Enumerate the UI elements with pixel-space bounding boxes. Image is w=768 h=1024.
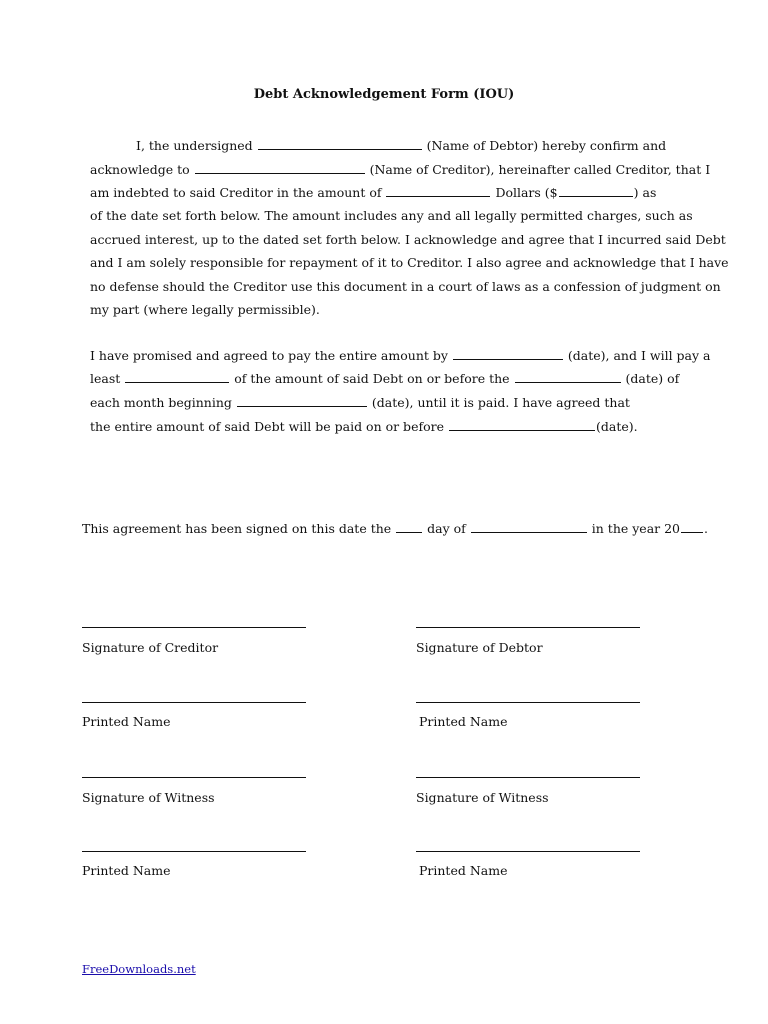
p2-text: (date), and I will pay a <box>567 348 711 363</box>
p1-text: Dollars ($ <box>495 185 558 200</box>
p1-line-1 <box>136 137 666 155</box>
p2-text: (date). <box>595 419 638 434</box>
p1-text: am indebted to said Creditor in the amount of <box>90 185 382 200</box>
monthly-date-blank[interactable] <box>515 370 621 383</box>
agreement-text: in the year 20 <box>591 521 681 536</box>
creditor-name-blank[interactable] <box>195 161 365 174</box>
p2-text: least <box>90 371 121 386</box>
witness2-printed-name-line[interactable] <box>416 851 640 852</box>
debtor-printed-name-label: Printed Name <box>419 714 508 729</box>
beginning-date-blank[interactable] <box>237 394 367 407</box>
p2-text: of the amount of said Debt on or before the <box>234 371 510 386</box>
p1-text: ) as <box>633 185 657 200</box>
agreement-text: This agreement has been signed on this date the <box>82 521 392 536</box>
p2-line-2 <box>90 370 679 388</box>
debtor-signature-label: Signature of Debtor <box>416 640 543 655</box>
p2-text: the entire amount of said Debt will be paid on or before <box>90 419 444 434</box>
witness2-printed-name-label: Printed Name <box>419 863 508 878</box>
p1-line-4: of the date set forth below. The amount includes any and all legally permitted charges, such as <box>90 208 693 223</box>
footer-link[interactable]: FreeDownloads.net <box>82 962 196 976</box>
witness2-signature-label: Signature of Witness <box>416 790 549 805</box>
witness1-printed-name-line[interactable] <box>82 851 306 852</box>
p1-line-8: my part (where legally permissible). <box>90 302 320 317</box>
p2-text: (date) of <box>625 371 680 386</box>
p2-line-4 <box>90 418 638 436</box>
agreement-text: day of <box>427 521 466 536</box>
p1-text: I, the undersigned <box>136 138 253 153</box>
p2-line-1 <box>90 347 710 365</box>
witness1-printed-name-label: Printed Name <box>82 863 171 878</box>
p1-text: acknowledge to <box>90 162 190 177</box>
agreement-line <box>82 520 708 538</box>
p1-line-2 <box>90 161 710 179</box>
p1-line-3 <box>90 184 656 202</box>
p1-line-7: no defense should the Creditor use this document in a court of laws as a confession of judgment on <box>90 279 721 294</box>
debtor-printed-name-line[interactable] <box>416 702 640 703</box>
installment-amount-blank[interactable] <box>125 370 229 383</box>
p1-text: (Name of Creditor), hereinafter called Creditor, that I <box>369 162 711 177</box>
final-payment-date-blank[interactable] <box>449 418 595 431</box>
p2-text: each month beginning <box>90 395 232 410</box>
agreement-text: . <box>704 521 708 536</box>
month-blank[interactable] <box>471 520 587 533</box>
amount-dollars-blank[interactable] <box>559 184 633 197</box>
p1-line-5: accrued interest, up to the dated set forth below. I acknowledge and agree that I incurred said Debt <box>90 232 726 247</box>
year-blank[interactable] <box>681 520 703 533</box>
witness1-signature-label: Signature of Witness <box>82 790 215 805</box>
full-payment-date-blank[interactable] <box>453 347 563 360</box>
debtor-signature-line[interactable] <box>416 627 640 628</box>
witness2-signature-line[interactable] <box>416 777 640 778</box>
creditor-signature-label: Signature of Creditor <box>82 640 219 655</box>
day-blank[interactable] <box>396 520 422 533</box>
witness1-signature-line[interactable] <box>82 777 306 778</box>
debtor-name-blank[interactable] <box>258 137 422 150</box>
creditor-signature-line[interactable] <box>82 627 306 628</box>
creditor-printed-name-line[interactable] <box>82 702 306 703</box>
creditor-printed-name-label: Printed Name <box>82 714 171 729</box>
p1-line-6: and I am solely responsible for repayment of it to Creditor. I also agree and acknowledge that I have <box>90 255 729 270</box>
p2-text: I have promised and agreed to pay the entire amount by <box>90 348 448 363</box>
amount-words-blank[interactable] <box>386 184 490 197</box>
p2-text: (date), until it is paid. I have agreed that <box>371 395 630 410</box>
p2-line-3 <box>90 394 630 412</box>
page-title: Debt Acknowledgement Form (IOU) <box>253 87 515 102</box>
p1-text: (Name of Debtor) hereby confirm and <box>426 138 667 153</box>
